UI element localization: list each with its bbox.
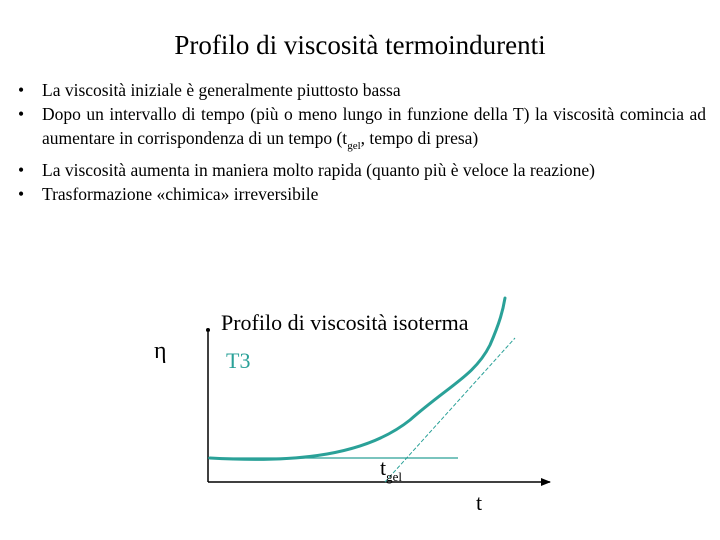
gel-tangent-line: [385, 338, 515, 482]
bullet-dot: •: [18, 184, 25, 204]
gel-time-main: t: [380, 455, 387, 480]
bullet-dot: •: [18, 80, 25, 100]
gel-time-label: [380, 455, 402, 485]
bullet-text-subscript: gel: [347, 140, 361, 152]
y-axis-dot: [206, 328, 210, 332]
gel-time-subscript: gel: [386, 469, 403, 484]
bullet-text: La viscosità iniziale è generalmente piuttosto bassa: [42, 80, 401, 100]
diagram-caption: Profilo di viscosità isoterma: [221, 310, 469, 335]
bullet-text-pre: Dopo un intervallo di tempo (più o meno lungo in funzione della T) la viscosità comincia ad aumentare in corrispondenza di un tempo (t: [42, 104, 706, 148]
x-axis-label: t: [476, 490, 483, 515]
bullet-dot: •: [18, 104, 25, 124]
bullet-text: La viscosità aumenta in maniera molto rapida (quanto più è veloce la reazione): [42, 160, 595, 180]
curve-label: T3: [226, 348, 251, 373]
bullet-text-post: , tempo di presa): [360, 128, 479, 148]
slide-title: Profilo di viscosità termoindurenti: [174, 30, 546, 60]
bullet-text: Trasformazione «chimica» irreversibile: [42, 184, 319, 204]
y-axis-label: η: [154, 338, 167, 364]
bullet-dot: •: [18, 160, 25, 180]
